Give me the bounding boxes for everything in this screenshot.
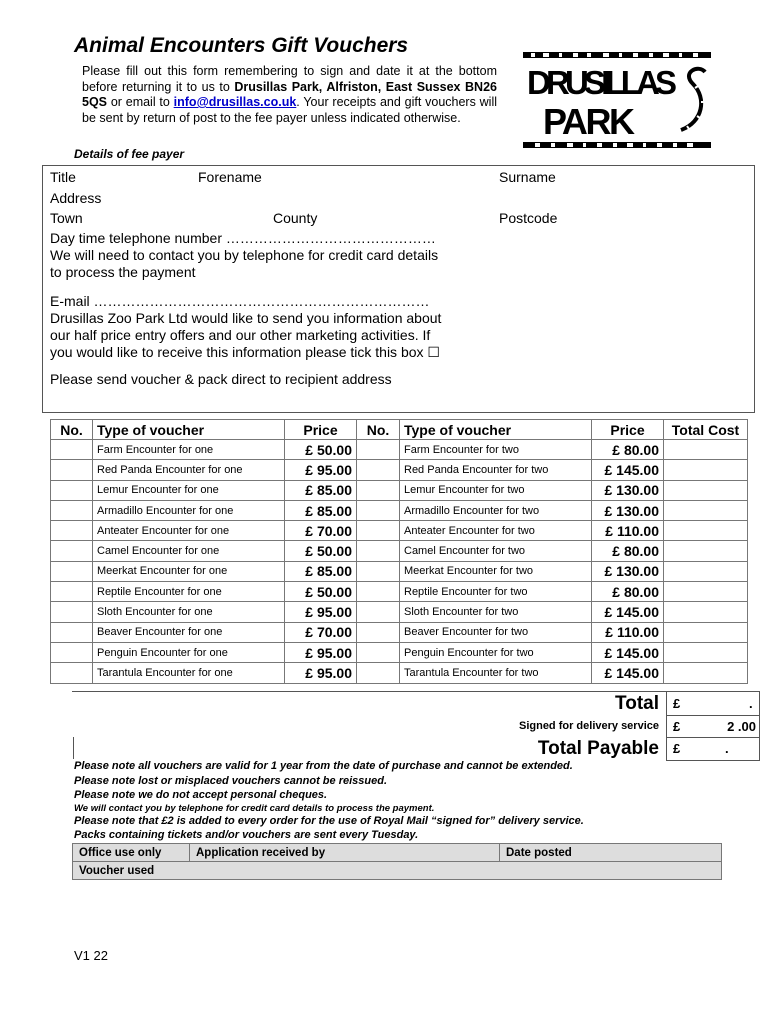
voucher-type: Meerkat Encounter for one	[93, 561, 285, 581]
voucher-price: £ 70.00	[285, 521, 357, 541]
voucher-price: £ 95.00	[285, 602, 357, 622]
logo-word-drusillas: DRUSILLAS	[527, 64, 677, 101]
table-row	[51, 480, 748, 500]
voucher-price: £ 50.00	[285, 582, 357, 602]
total-payable-value[interactable]: .	[725, 741, 729, 756]
date-posted-field[interactable]: Date posted	[500, 844, 722, 862]
note-validity: Please note all vouchers are valid for 1 year from the date of purchase and cannot be extended.	[74, 760, 573, 772]
voucher-price: £ 50.00	[285, 541, 357, 561]
note-royal-mail: Please note that £2 is added to every order for the use of Royal Mail “signed for” delivery service.	[74, 815, 584, 827]
table-row	[51, 440, 748, 460]
note-tuesday-dispatch: Packs containing tickets and/or vouchers are sent every Tuesday.	[74, 829, 419, 841]
col-header-price: Price	[285, 420, 357, 440]
office-row-2	[73, 862, 722, 880]
signed-for-value: 2 .00	[727, 719, 756, 734]
signed-for-currency: £	[673, 719, 681, 734]
voucher-price: £ 85.00	[285, 561, 357, 581]
voucher-price: £ 95.00	[285, 663, 357, 683]
note-lost-vouchers: Please note lost or misplaced vouchers cannot be reissued.	[74, 775, 387, 787]
col-header-price: Price	[592, 420, 664, 440]
voucher-type: Reptile Encounter for one	[93, 582, 285, 602]
total-cost-cell[interactable]	[664, 622, 748, 642]
qty-input[interactable]	[51, 642, 93, 662]
qty-input[interactable]	[51, 582, 93, 602]
table-row	[51, 460, 748, 480]
total-payable-currency: £	[673, 741, 681, 756]
qty-input[interactable]	[357, 642, 400, 662]
total-cost-cell[interactable]	[664, 561, 748, 581]
qty-input[interactable]	[357, 582, 400, 602]
total-cost-cell[interactable]	[664, 500, 748, 520]
surname-field[interactable]: Surname	[499, 169, 556, 185]
col-header-no: No.	[357, 420, 400, 440]
total-cost-cell[interactable]	[664, 663, 748, 683]
qty-input[interactable]	[51, 440, 93, 460]
voucher-price: £ 80.00	[592, 582, 664, 602]
voucher-price: £ 145.00	[592, 663, 664, 683]
voucher-type: Anteater Encounter for one	[93, 521, 285, 541]
voucher-price: £ 145.00	[592, 602, 664, 622]
qty-input[interactable]	[51, 602, 93, 622]
table-row	[51, 602, 748, 622]
col-header-no: No.	[51, 420, 93, 440]
voucher-type: Red Panda Encounter for two	[400, 460, 592, 480]
signature-marker	[73, 737, 74, 759]
table-row	[51, 663, 748, 683]
table-row	[51, 521, 748, 541]
voucher-price: £ 110.00	[592, 521, 664, 541]
voucher-type: Armadillo Encounter for one	[93, 500, 285, 520]
voucher-type: Armadillo Encounter for two	[400, 500, 592, 520]
voucher-type: Penguin Encounter for one	[93, 642, 285, 662]
email-link[interactable]: info@drusillas.co.uk	[173, 95, 297, 109]
forename-field[interactable]: Forename	[198, 169, 262, 185]
voucher-price: £ 145.00	[592, 460, 664, 480]
voucher-type: Camel Encounter for two	[400, 541, 592, 561]
totals-box-divider	[666, 737, 760, 738]
voucher-price: £ 70.00	[285, 622, 357, 642]
total-currency: £	[673, 696, 681, 711]
address-field[interactable]: Address	[50, 190, 102, 206]
voucher-type: Reptile Encounter for two	[400, 582, 592, 602]
title-field[interactable]: Title	[50, 169, 76, 185]
qty-input[interactable]	[357, 622, 400, 642]
qty-input[interactable]	[357, 500, 400, 520]
lemur-tail-icon	[681, 69, 705, 130]
total-label: Total	[615, 693, 659, 714]
marketing-opt-in-checkbox[interactable]: you would like to receive this information please tick this box ☐	[50, 344, 440, 360]
voucher-type: Penguin Encounter for two	[400, 642, 592, 662]
table-row	[51, 642, 748, 662]
fee-payer-section-label: Details of fee payer	[74, 147, 185, 161]
voucher-price: £ 95.00	[285, 642, 357, 662]
fee-payer-box	[42, 165, 755, 413]
col-header-type: Type of voucher	[93, 420, 285, 440]
total-cost-cell[interactable]	[664, 460, 748, 480]
voucher-price: £ 85.00	[285, 500, 357, 520]
table-row	[51, 561, 748, 581]
intro-part-3: . Your receipts and gift vouchers will be sent by return of post to the fee payer unless indicated otherwise.	[82, 95, 498, 125]
total-payable-label: Total Payable	[537, 738, 659, 759]
qty-input[interactable]	[51, 622, 93, 642]
voucher-type: Beaver Encounter for one	[93, 622, 285, 642]
logo-word-park: PARK	[543, 101, 635, 142]
voucher-type: Farm Encounter for two	[400, 440, 592, 460]
total-value[interactable]: .	[749, 696, 753, 711]
voucher-type: Tarantula Encounter for one	[93, 663, 285, 683]
qty-input[interactable]	[51, 561, 93, 581]
qty-input[interactable]	[357, 460, 400, 480]
park-address: Drusillas Park, Alfriston, East Sussex BN26 5QS	[82, 79, 497, 109]
marketing-line-2: our half price entry offers and our other marketing activities. If	[50, 327, 431, 343]
application-received-field[interactable]: Application received by	[190, 844, 500, 862]
total-cost-cell[interactable]	[664, 521, 748, 541]
qty-input[interactable]	[51, 521, 93, 541]
voucher-type: Tarantula Encounter for two	[400, 663, 592, 683]
office-row-1	[73, 844, 722, 862]
qty-input[interactable]	[357, 663, 400, 683]
voucher-type: Red Panda Encounter for one	[93, 460, 285, 480]
qty-input[interactable]	[357, 440, 400, 460]
voucher-type: Sloth Encounter for two	[400, 602, 592, 622]
phone-field[interactable]: Day time telephone number ………………………………………	[50, 230, 436, 246]
totals-box-right	[759, 691, 760, 760]
voucher-price: £ 80.00	[592, 440, 664, 460]
table-row	[51, 541, 748, 561]
office-use-label: Office use only	[73, 844, 190, 862]
voucher-type: Meerkat Encounter for two	[400, 561, 592, 581]
col-header-total-cost: Total Cost	[664, 420, 748, 440]
totals-box-top	[666, 691, 760, 692]
drusillas-park-logo	[521, 50, 713, 150]
total-cost-cell[interactable]	[664, 541, 748, 561]
voucher-type: Sloth Encounter for one	[93, 602, 285, 622]
county-field[interactable]: County	[273, 210, 318, 226]
note-phone-contact: We will contact you by telephone for credit card details to process the payment.	[74, 803, 435, 814]
intro-part-1: Please fill out this form remembering to sign and date it at the bottom before returning it to us to	[82, 64, 497, 94]
total-cost-cell[interactable]	[664, 582, 748, 602]
voucher-price: £ 130.00	[592, 561, 664, 581]
signed-for-label: Signed for delivery service	[518, 720, 659, 732]
qty-input[interactable]	[51, 460, 93, 480]
voucher-table	[50, 419, 748, 684]
voucher-type: Lemur Encounter for two	[400, 480, 592, 500]
table-header-row	[51, 420, 748, 440]
voucher-price: £ 130.00	[592, 500, 664, 520]
total-cost-cell[interactable]	[664, 480, 748, 500]
phone-note-line-2: to process the payment	[50, 264, 196, 280]
qty-input[interactable]	[357, 561, 400, 581]
voucher-type: Camel Encounter for one	[93, 541, 285, 561]
phone-note-line-1: We will need to contact you by telephone for credit card details	[50, 247, 439, 263]
qty-input[interactable]	[357, 521, 400, 541]
marketing-line-1: Drusillas Zoo Park Ltd would like to send you information about	[50, 310, 442, 326]
table-row	[51, 500, 748, 520]
recipient-instruction: Please send voucher & pack direct to recipient address	[50, 371, 392, 387]
qty-input[interactable]	[51, 500, 93, 520]
form-title: Animal Encounters Gift Vouchers	[74, 34, 409, 57]
voucher-price: £ 110.00	[592, 622, 664, 642]
intro-text	[82, 64, 497, 126]
voucher-type: Lemur Encounter for one	[93, 480, 285, 500]
total-cost-cell[interactable]	[664, 642, 748, 662]
col-header-type: Type of voucher	[400, 420, 592, 440]
postcode-field[interactable]: Postcode	[499, 210, 558, 226]
voucher-price: £ 95.00	[285, 460, 357, 480]
totals-box-divider	[666, 715, 760, 716]
voucher-used-field[interactable]: Voucher used	[73, 862, 722, 880]
totals-box-bottom	[666, 760, 760, 761]
intro-part-2: or email to	[107, 95, 174, 109]
version-label: V1 22	[74, 948, 108, 963]
table-row	[51, 622, 748, 642]
qty-input[interactable]	[357, 480, 400, 500]
voucher-price: £ 130.00	[592, 480, 664, 500]
email-field[interactable]: E-mail ………………………………………………………………	[50, 293, 430, 309]
qty-input[interactable]	[51, 663, 93, 683]
voucher-price: £ 85.00	[285, 480, 357, 500]
office-use-table	[72, 843, 722, 880]
totals-box-left	[666, 691, 667, 760]
total-cost-cell[interactable]	[664, 440, 748, 460]
qty-input[interactable]	[357, 541, 400, 561]
note-no-cheques: Please note we do not accept personal cheques.	[74, 789, 328, 801]
town-field[interactable]: Town	[50, 210, 83, 226]
qty-input[interactable]	[357, 602, 400, 622]
totals-top-rule	[72, 691, 666, 692]
table-row	[51, 582, 748, 602]
voucher-type: Anteater Encounter for two	[400, 521, 592, 541]
voucher-price: £ 145.00	[592, 642, 664, 662]
voucher-price: £ 50.00	[285, 440, 357, 460]
voucher-price: £ 80.00	[592, 541, 664, 561]
qty-input[interactable]	[51, 480, 93, 500]
qty-input[interactable]	[51, 541, 93, 561]
total-cost-cell[interactable]	[664, 602, 748, 622]
voucher-type: Beaver Encounter for two	[400, 622, 592, 642]
voucher-type: Farm Encounter for one	[93, 440, 285, 460]
